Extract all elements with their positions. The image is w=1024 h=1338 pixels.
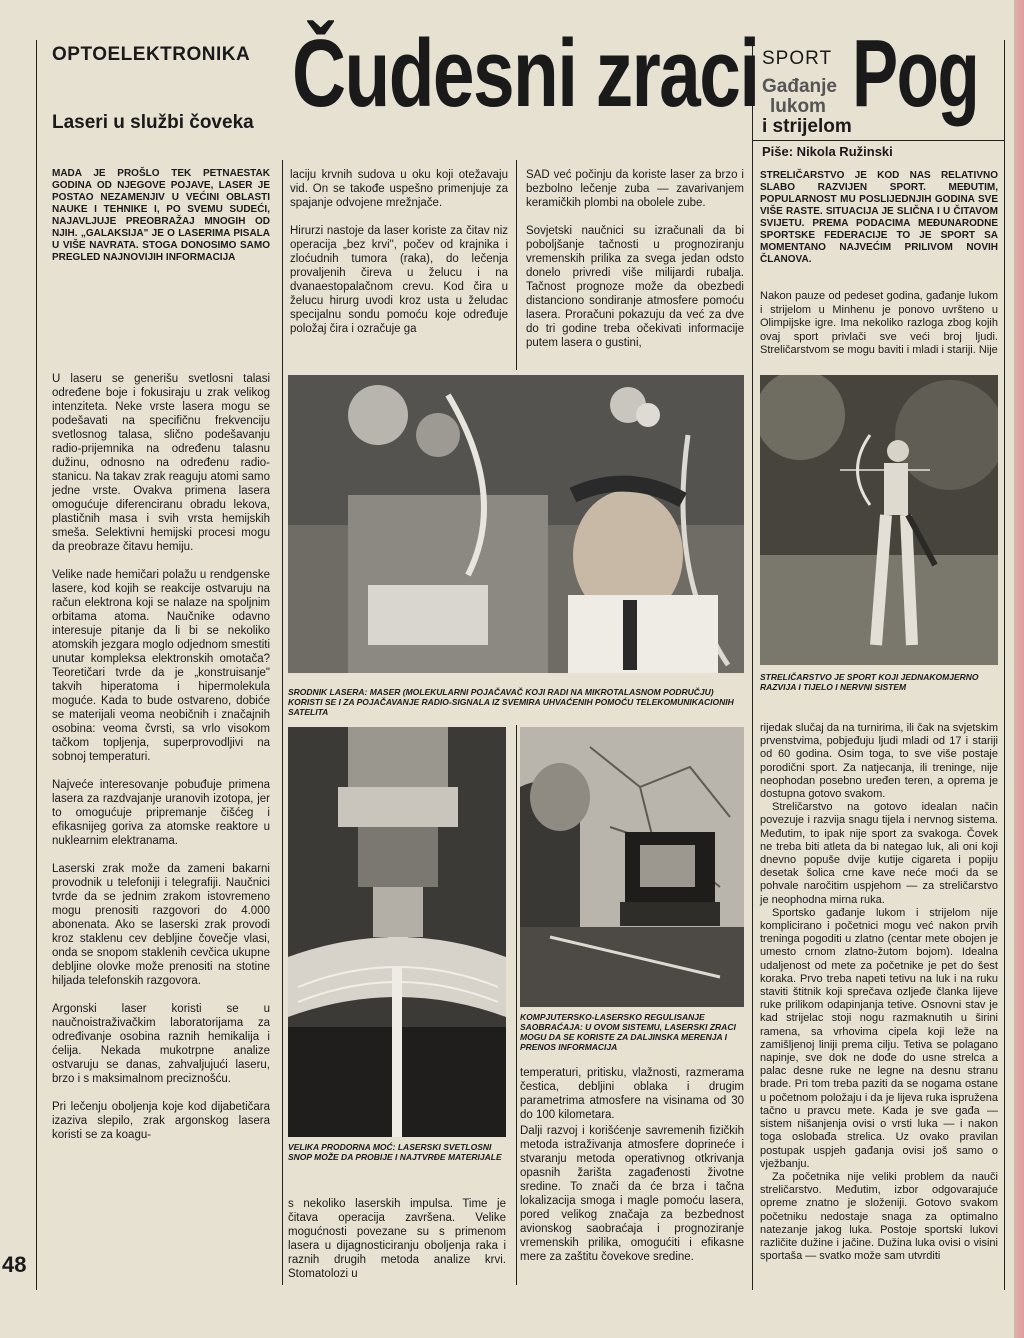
paragraph: Argonski laser koristi se u naučnoistraživačkim laboratorijama za određivanje osobina raznih hemikalija i ćelija. Nekada mukotrpne analize ostvaruju se danas, zahvaljujući laseru, brzo i s maksimalnom preciznošću. — [52, 1003, 270, 1085]
paragraph: Sovjetski naučnici su izračunali da bi poboljšanje tačnosti u prognoziranju vremenskih prilika za svega jedan odsto donelo privredi više milijardi rubalja. Tačnost prognoze može da obezbedi distanciono sondiranje atmosfere pomoću lasera. Proračuni pokazuju da već za dve do tri godine treba očekivati informacije putem lasera o gustini, — [526, 225, 744, 349]
paragraph: temperaturi, pritisku, vlažnosti, razmerama čestica, debljini oblaka i drugim parametrima atmosfere na visinama od 30 do 100 kilometara. — [520, 1067, 744, 1121]
page-number: 48 — [2, 1252, 27, 1277]
column-3-top — [526, 168, 744, 364]
paragraph: Laserski zrak može da zameni bakarni provodnik u telefoniji i telegrafiji. Naučnici tvrde da se jednim zrakom istovremeno mogu prenositi razgovori do 4.000 abonenata. Ako se laserski zrak provodi kroz staklenu cev debljine čovečje vlasi, onda se snopom staklenih cevčica ukupne debljine olovke može prenositi na stotine hiljada telefonskih razgovora. — [52, 863, 270, 987]
drill-photo — [288, 727, 506, 1137]
sport-author: Piše: Nikola Ružinski — [762, 144, 893, 159]
sport-intro: Nakon pauze od pedeset godina, gađanje lukom i strijelom u Minhenu je ponovo uvršteno u Olimpijske igre. Ima nekoliko razloga zbog kojih ovaj sport privlači sve veći broj ljudi. Streličarstvom se mogu baviti i mladi i stariji. Nije — [760, 290, 998, 356]
drill-photo-caption: VELIKA PRODORNA MOĆ: LASERSKI SVETLOSNI SNOP MOŽE DA PROBIJE I NAJTVRĐE MATERIJALE — [288, 1142, 502, 1162]
archer-photo — [760, 375, 998, 665]
traffic-control-photo — [520, 727, 744, 1007]
paragraph: Sportsko gađanje lukom i strijelom nije komplicirano i početnici mogu već nakon prvih treninga pogoditi u zlatno (centar mete obojen je umesto crnom zlatno-žutom bojom). Idealna udaljenost od mete za početnike je pet do šest koraka. Prvo treba napeti tetivu na luk i na ruku staviti štitnik koji sprečava ozljeđe članka lijeve ruke prilikom odapinjanja tetive. Osnovni stav je kad strijelac stoji nogu razmaknutih u širini ramena, sa vrhovima cipela koji leže na zamišljenoj liniji prema cilju. Tetiva se polagano napinje, sve dok ne dođe do usne strelca a palac desne ruke ne legne na desnu stranu brade. Pri tom treba paziti da se nogama ostane u početnom položaju i da je lijeva ruka ispružena tačno u pravcu mete. Kada je sve gađa — sistem nišanjenja ovisi o vrsti luka — i nakon toga oslobađa strelica. Uz ovako pravilan postupak uspjeh gađanja ovisi još samo o vježbanju. — [760, 906, 998, 1170]
left-margin-rule — [36, 40, 37, 1290]
paragraph: Dalji razvoj i korišćenje savremenih fizičkih metoda istraživanja atmosfere doprineće i stvaranju metoda operativnog otkrivanja opasnih žarišta zagađenosti životne sredine. To znači da će brza i tačna lokalizacija smoga i magle pomoću lasera, pored velikog značaja za bezbednost avionskog saobraćaja i prognoziranje vremenskih prilika, omogućiti i efikasne mere za zaštitu čovekove sredine. — [520, 1125, 744, 1263]
sport-subtitle-3: i strijelom — [762, 116, 852, 137]
sport-headline-partial: Pog — [852, 20, 979, 127]
paragraph: U laseru se generišu svetlosni talasi određene boje i fokusiraju u zrak velikog intenziteta. Neke vrste lasera mogu se podešavati na specifičnu frekvenciju svetlosnog talasa, slično podešavanju radio-prijemnika na određenu talasnu dužinu, odnosno na određenu radio-stanicu. Na takav zrak reaguju atomi samo jedne vrste. Ovakva primena lasera omogućuje diferenciranu obradu lekova, plastičnih masa i svih vrsta hemijskih smeša. Selektivni hemijski procesi mogu da preobraze čitavu hemiju. — [52, 373, 270, 553]
article-lead: MADA JE PROŠLO TEK PETNAESTAK GODINA OD NJEGOVE POJAVE, LASER JE POSTAO NEZAMENJIV U VEĆINI OBLASTI NAUKE I TEHNIKE I, PO SVEMU SUDEĆI, NAJAVLJUJE PREOBRAŽAJ MNOGIH OD NJIH. „GALAKSIJA" JE O LASERIMA PISALA U VIŠE NAVRATA. STOGA DONOSIMO SAMO PREGLED NAJNOVIJIH INFORMACIJA — [52, 168, 270, 263]
maser-photo — [288, 375, 744, 673]
paragraph: Pri lečenju oboljenja koje kod dijabetičara izaziva slepilo, zrak argonskog lasera koristi se za koagu- — [52, 1101, 270, 1141]
paragraph: Velike nade hemičari polažu u rendgenske lasere, kod kojih se reakcije ostvaruju na račun elektrona koji se nalaze na spoljnim orbitama atoma. Naučnike odavno interesuje pitanje da li bi se nekoliko atomskih jezgara moglo odjednom smestiti unutar kompleksa elektronskih omotača? Teoretičari tvrde da je „konstruisanje" takvih hiperatoma i hipermolekula moguće. Kada to bude ostvareno, dobiće se materijali veoma neobičnih i značajnih osobina: veoma čvrsti, sa vrlo visokom tačkom topljenja, superprovodljivi na sobnoj temperaturi. — [52, 569, 270, 763]
sport-subtitle-2: lukom — [770, 96, 826, 117]
paragraph: Najveće interesovanje pobuđuje primena lasera za razdvajanje uranovih izotopa, jer to omogućuje pripremanje čišćeg i efikasnijeg goriva za atomske reaktore u nuklearnim elektranama. — [52, 779, 270, 847]
page-edge — [1014, 0, 1024, 1338]
col-rule-3 — [516, 725, 517, 1285]
column-2-bottom: s nekoliko laserskih impulsa. Time je čitava operacija završena. Velike mogućnosti povezane su s primenom lasera u dijagnosticiranju oboljenja raka i raznih drugih metoda analize krvi. Stomatolozi u — [288, 1198, 506, 1280]
sport-header-rule — [752, 140, 1004, 141]
sport-subtitle-1: Gađanje — [762, 76, 837, 97]
article-headline: Čudesni zraci — [292, 20, 759, 127]
column-2-top — [290, 168, 508, 350]
column-1-body — [52, 372, 270, 1142]
sport-body — [760, 722, 998, 1263]
paragraph: Za početnika nije veliki problem da nauči streličarstvo. Međutim, izbor odgovarajuće opreme znatno je složeniji. Gotovo svakom početniku nedostaje snaga za optimalno natezanje jakog luka. Postoje sportski lukovi različite dužine i jačine. Dužina luka ovisi o visini sportaša — svatko može sam utvrditi — [760, 1170, 998, 1263]
article-subtitle: Laseri u službi čoveka — [52, 112, 254, 133]
paragraph: laciju krvnih sudova u oku koji otežavaju vid. On se takođe uspešno primenjuje za spajanje odvojene mrežnjače. — [290, 169, 508, 209]
col-rule-2 — [516, 160, 517, 370]
right-margin-rule — [1004, 40, 1005, 1290]
section-label-sport: SPORT — [762, 48, 833, 69]
sport-lead: STRELIČARSTVO JE KOD NAS RELATIVNO SLABO RAZVIJEN SPORT. MEĐUTIM, POPULARNOST MU POSLIJEDNJIH GODINA SVE VIŠE RASTE. SITUACIJA JE SLIČNA I U ČITAVOM SVIJETU. PREMA PODACIMA MEĐUNARODNE SPORTSKE FEDERACIJE TO JE SPORT SA MOMENTANO NAJVEĆIM PRILIVOM NOVIH ČLANOVA. — [760, 170, 998, 265]
paragraph: Streličarstvo na gotovo idealan način povezuje i razvija snagu tijela i nervnog sistema. Međutim, to ipak nije sport za svakoga. Čovek ne treba biti atleta da bi nategao luk, ali oni koji dnevno popuše dvije kutije cigareta i popiju desetak šolica crne kave neće moći da se pohvale naročitim uspjehom — za streličarstvo je neophodna mirna ruka. — [760, 801, 998, 906]
col-rule-1 — [282, 160, 283, 1285]
paragraph: SAD već počinju da koriste laser za brzo i bezbolno lečenje zuba — zavarivanjem keramičkih plombi na obolele zube. — [526, 169, 744, 209]
column-3-bottom — [520, 1066, 744, 1264]
section-label-optoelektronika: OPTOELEKTRONIKA — [52, 44, 251, 65]
archer-photo-caption: STRELIČARSTVO JE SPORT KOJI JEDNAKOMJERNO RAZVIJA I TIJELO I NERVNI SISTEM — [760, 672, 979, 692]
paragraph: rijedak slučaj da na turnirima, ili čak na svjetskim prvenstvima, pobjeđuju ljudi mladi od 17 i stariji od 60 godina. Osim toga, to sve više postaje porodični sport. Za natjecanja, ili treninge, nije neophodan posebno uređen teren, a oprema je dostupna gotovo svakom. — [760, 722, 998, 801]
maser-photo-caption: SRODNIK LASERA: MASER (MOLEKULARNI POJAČAVAČ KOJI RADI NA MIKROTALASNOM PODRUČJU) KORISTI SE I ZA POJAČAVANJE RADIO-SIGNALA IZ SVEMIRA UHVAĆENIH POMOĆU TELEKOMUNIKACIONIH SATELITA — [288, 687, 734, 717]
section-divider-rule — [752, 40, 753, 1290]
traffic-control-caption: KOMPJUTERSKO-LASERSKO REGULISANJE SAOBRAĆAJA: U OVOM SISTEMU, LASERSKI ZRACI MOGU DA SE KORISTE ZA DALJINSKA MERENJA I PRENOS INFORMACIJA — [520, 1012, 736, 1052]
paragraph: Hirurzi nastoje da laser koriste za čitav niz operacija „bez krvi", počev od krajnika i zloćudnih tumora (raka), do lečenja provaljenih čireva u želucu i na dvanaestopalačnom crevu. Kod čira u želucu hirurg uvodi kroz usta u želudac specijalnu sondu pomoću koje određuje položaj čira i ozračuje ga — [290, 225, 508, 335]
